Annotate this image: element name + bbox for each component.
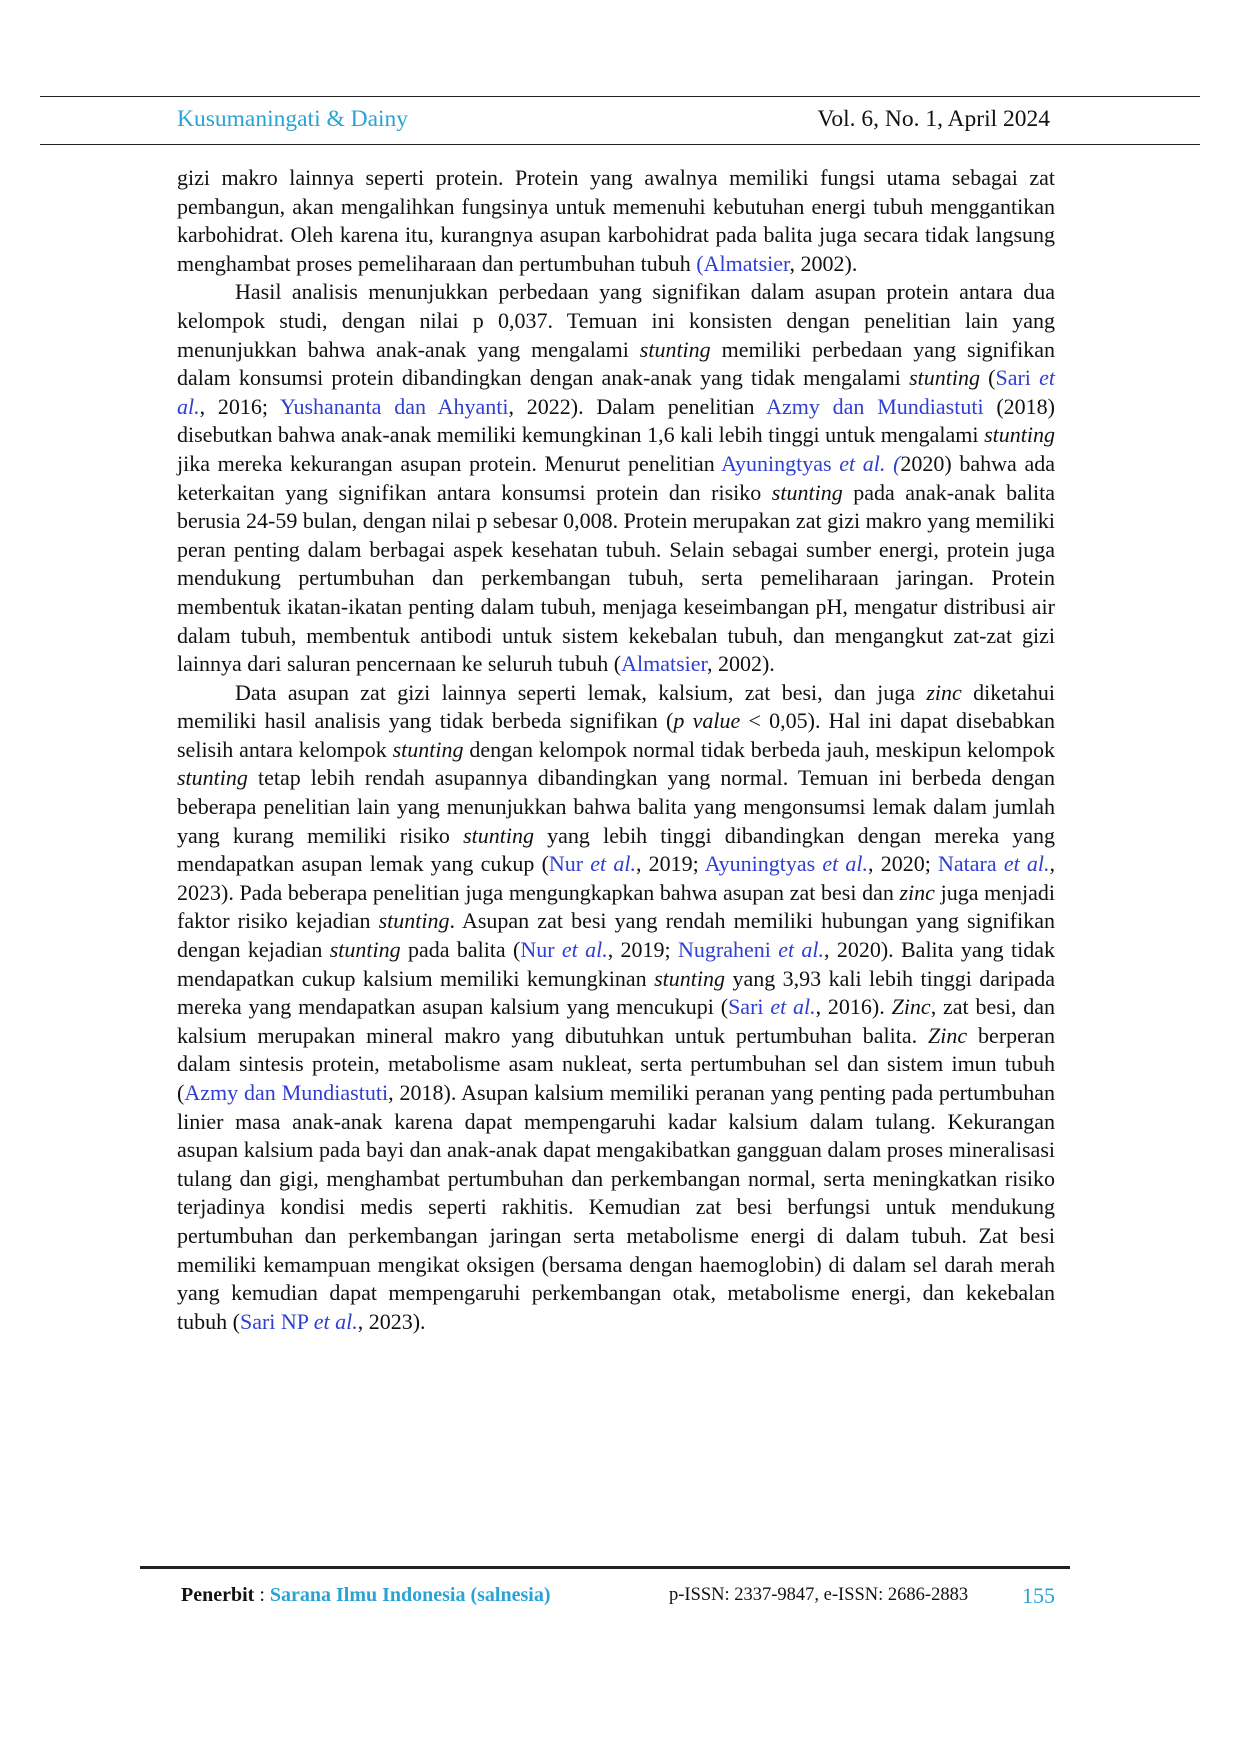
body-text-run: , 2016;: [199, 393, 281, 419]
citation-link[interactable]: Almatsier: [621, 651, 707, 677]
citation-link[interactable]: Nur: [520, 937, 562, 963]
citation-link[interactable]: et al.: [561, 937, 608, 963]
citation-link[interactable]: Nur: [548, 851, 591, 877]
italic-term: stunting: [177, 765, 248, 791]
citation-link[interactable]: Sari: [995, 365, 1040, 391]
body-text-run: , 2023).: [357, 1308, 426, 1334]
italic-term: stunting: [639, 336, 711, 362]
body-text-run: , 2022). Dalam penelitian: [508, 393, 767, 419]
citation-link[interactable]: et al.: [1003, 851, 1050, 877]
italic-term: Zinc: [891, 994, 931, 1020]
citation-link[interactable]: Yushananta dan Ahyanti: [280, 393, 509, 419]
publisher-label: Penerbit: [181, 1584, 255, 1606]
citation-link[interactable]: et al.: [770, 994, 816, 1020]
body-text-run: jika mereka kekurangan asupan protein. Menurut penelitian: [177, 450, 722, 476]
body-text-run: , 2020;: [868, 851, 938, 877]
publisher-separator: :: [254, 1584, 270, 1606]
body-text-run: berperan dalam sintesis protein, metabolisme asam nukleat, serta pertumbuhan sel dan sistem imun tubuh (: [177, 1022, 1055, 1105]
body-text-run: 2020) bahwa ada keterkaitan yang signifikan antara konsumsi protein dan risiko: [177, 450, 1055, 505]
body-text-run: , zat besi, dan kalsium merupakan mineral makro yang dibutuhkan untuk pertumbuhan balita.: [177, 994, 1055, 1048]
citation-link[interactable]: (Almatsier: [696, 250, 790, 276]
citation-link[interactable]: Sari NP: [239, 1308, 314, 1334]
body-text-run: , 2016).: [815, 994, 892, 1020]
citation-link[interactable]: et al.: [313, 1308, 358, 1334]
body-text-run: , 2002).: [789, 250, 858, 276]
citation-link[interactable]: et al.: [778, 937, 825, 963]
article-body: [177, 164, 1055, 1336]
citation-link[interactable]: Sari: [728, 994, 771, 1020]
body-text-run: , 2019;: [607, 937, 678, 963]
citation-link[interactable]: et al. (: [839, 450, 901, 476]
body-text-run: pada anak-anak balita berusia 24-59 bulan, dengan nilai p sebesar 0,008. Protein merupakan zat gizi makro yang memiliki peran penting dalam berbagai aspek kesehatan tubuh. Selain sebagai sumber energi, protein juga mendukung pertumbuhan dan perkembangan tubuh, serta pemeliharaan jaringan. Protein membentuk ikatan-ikatan penting dalam tubuh, menjaga keseimbangan pH, mengatur distribusi air dalam tubuh, membentuk antibodi untuk sistem kekebalan tubuh, dan mengangkut zat-zat gizi lainnya dari saluran pencernaan ke seluruh tubuh (: [177, 479, 1056, 677]
running-header-authors: Kusumaningati & Dainy: [177, 106, 409, 132]
body-paragraph: [177, 278, 1055, 678]
body-text-run: (: [979, 365, 996, 391]
citation-link[interactable]: Ayuningtyas: [721, 450, 840, 476]
body-text-run: < 0,05). Hal ini dapat disebabkan selisih antara kelompok: [177, 708, 1055, 762]
body-text-run: gizi makro lainnya seperti protein. Protein yang awalnya memiliki fungsi utama sebagai zat pembangun, akan mengalihkan fungsinya untuk memenuhi kebutuhan energi tubuh menggantikan karbohidrat. Oleh karena itu, kurangnya asupan karbohidrat pada balita juga secara tidak langsung menghambat proses pemeliharaan dan pertumbuhan tubuh: [177, 165, 1055, 276]
body-paragraph: [177, 679, 1055, 1337]
body-text-run: diketahui memiliki hasil analisis yang tidak berbeda signifikan (: [177, 679, 1055, 734]
body-text-run: , 2023). Pada beberapa penelitian juga mengungkapkan bahwa asupan zat besi dan: [177, 851, 1055, 905]
italic-term: zinc: [899, 879, 935, 905]
footer-rule: [140, 1566, 1070, 1569]
page-footer: [181, 1584, 1055, 1614]
body-text-run: dengan kelompok normal tidak berbeda jauh, meskipun kelompok: [463, 736, 1055, 762]
header-top-rule: [40, 96, 1200, 97]
italic-term: stunting: [392, 736, 464, 762]
citation-link[interactable]: et al.: [177, 365, 1055, 419]
citation-link[interactable]: et al.: [822, 851, 869, 877]
italic-term: zinc: [926, 679, 962, 705]
body-text-run: yang 3,93 kali lebih tinggi daripada mereka yang mendapatkan asupan kalsium yang mencukupi (: [177, 965, 1056, 1020]
page-number: 155: [1022, 1583, 1055, 1608]
italic-term: stunting: [984, 422, 1055, 448]
italic-term: stunting: [329, 937, 401, 963]
body-text-run: memiliki perbedaan yang signifikan dalam konsumsi protein dibandingkan dengan anak-anak yang tidak mengalami: [177, 336, 1055, 391]
body-text-run: , 2002).: [706, 651, 775, 677]
citation-link[interactable]: Azmy dan Mundiastuti: [184, 1080, 389, 1105]
body-text-run: Hasil analisis menunjukkan perbedaan yang signifikan dalam asupan protein antara dua kelompok studi, dengan nilai p 0,037. Temuan ini konsisten dengan penelitian lain yang menunjukkan bahwa anak-anak yang mengalami: [177, 279, 1055, 362]
italic-term: stunting: [378, 908, 450, 934]
body-paragraph: [177, 164, 1055, 278]
body-text-run: yang lebih tinggi dibandingkan dengan mereka yang mendapatkan asupan lemak yang cukup (: [177, 822, 1056, 877]
publisher-name[interactable]: Sarana Ilmu Indonesia (salnesia): [269, 1584, 551, 1606]
body-text-run: , 2019;: [635, 851, 705, 877]
body-text-run: , 2020). Balita yang tidak mendapatkan cukup kalsium memiliki kemungkinan: [177, 937, 1055, 991]
running-header-volume: Vol. 6, No. 1, April 2024: [817, 106, 1050, 132]
italic-term: p value: [673, 708, 741, 734]
body-text-run: Data asupan zat gizi lainnya seperti lemak, kalsium, zat besi, dan juga: [235, 679, 927, 705]
citation-link[interactable]: Natara: [938, 851, 1004, 877]
body-text-run: tetap lebih rendah asupannya dibandingkan yang normal. Temuan ini berbeda dengan beberapa penelitian lain yang menunjukkan bahwa balita yang mengonsumsi lemak dalam jumlah yang kurang memiliki risiko: [177, 765, 1055, 848]
citation-link[interactable]: Ayuningtyas: [704, 851, 823, 877]
italic-term: stunting: [463, 822, 534, 848]
italic-term: Zinc: [928, 1022, 968, 1048]
body-text-run: , 2018). Asupan kalsium memiliki peranan yang penting pada pertumbuhan linier masa anak-anak karena dapat mempengaruhi kadar kalsium dalam tulang. Kekurangan asupan kalsium pada bayi dan anak-anak dapat mengakibatkan gangguan dalam proses mineralisasi tulang dan gigi, menghambat pertumbuhan dan perkembangan normal, serta meningkatkan risiko terjadinya kondisi medis seperti rakhitis. Kemudian zat besi berfungsi untuk mendukung pertumbuhan dan perkembangan jaringan serta metabolisme energi di dalam tubuh. Zat besi memiliki kemampuan mengikat oksigen (bersama dengan haemoglobin) di dalam sel darah merah yang kemudian dapat mempengaruhi perkembangan otak, metabolisme energi, dan kekebalan tubuh (: [177, 1080, 1055, 1334]
footer-issn: p-ISSN: 2337-9847, e-ISSN: 2686-2883: [669, 1585, 969, 1605]
body-text-run: juga menjadi faktor risiko kejadian: [177, 879, 1055, 934]
citation-link[interactable]: Azmy dan Mundiastuti: [766, 393, 984, 419]
italic-term: stunting: [909, 365, 980, 391]
citation-link[interactable]: et al.: [590, 851, 636, 877]
italic-term: stunting: [771, 479, 843, 505]
header-bottom-rule: [40, 144, 1200, 145]
body-text-run: . Asupan zat besi yang rendah memiliki hubungan yang signifikan dengan kejadian: [177, 908, 1055, 963]
citation-link[interactable]: Nugraheni: [678, 937, 779, 963]
italic-term: stunting: [654, 965, 726, 991]
footer-publisher: [181, 1584, 551, 1607]
body-text-run: (2018) disebutkan bahwa anak-anak memiliki kemungkinan 1,6 kali lebih tinggi untuk mengalami: [177, 393, 1056, 448]
body-text-run: pada balita (: [400, 937, 521, 963]
